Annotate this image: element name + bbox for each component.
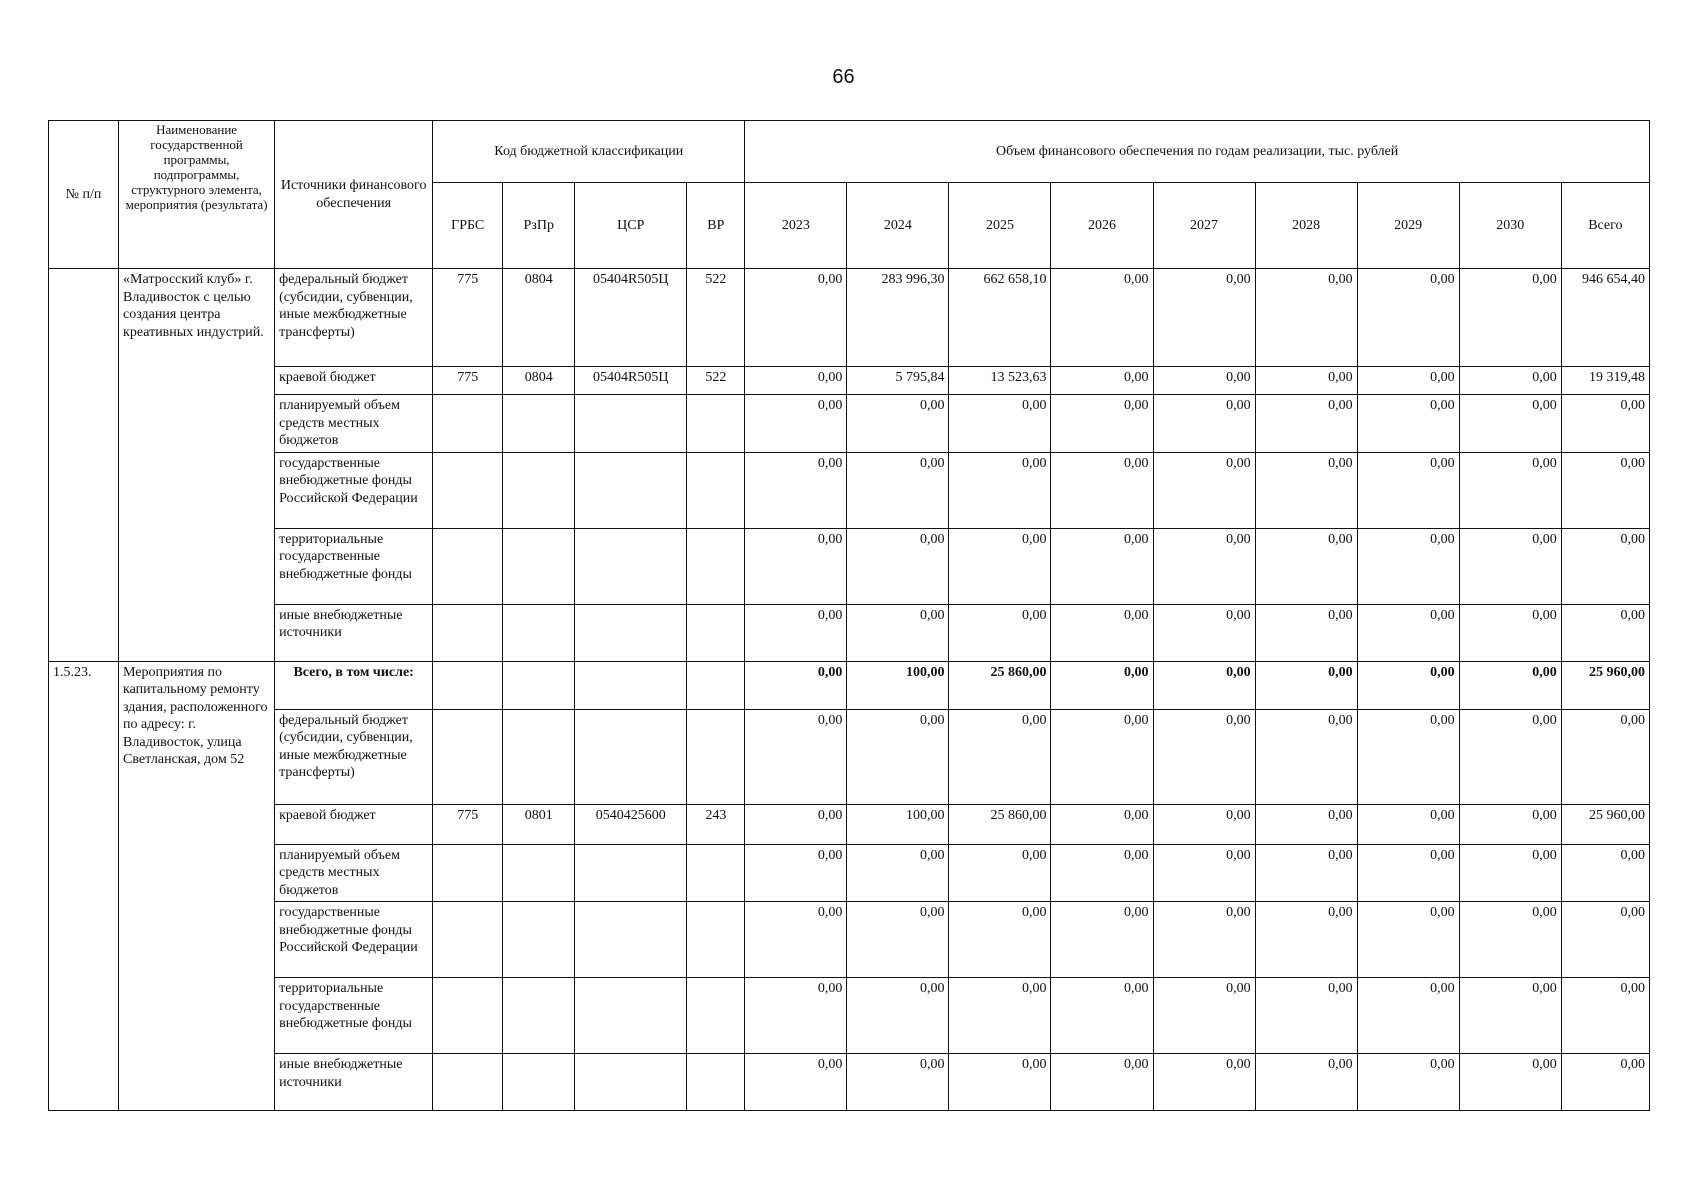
funding-source: территориальные государственные внебюджетные фонды xyxy=(275,528,433,604)
value-year: 0,00 xyxy=(1153,269,1255,367)
value-year: 0,00 xyxy=(1459,367,1561,395)
value-year: 0,00 xyxy=(1255,528,1357,604)
header-year: 2025 xyxy=(949,183,1051,269)
code-rzpr xyxy=(503,528,575,604)
header-year: 2029 xyxy=(1357,183,1459,269)
value-year: 0,00 xyxy=(1153,367,1255,395)
header-year: 2026 xyxy=(1051,183,1153,269)
value-year: 0,00 xyxy=(1255,1054,1357,1111)
code-grbs xyxy=(433,452,503,528)
code-csr xyxy=(575,528,687,604)
value-year: 0,00 xyxy=(1153,661,1255,709)
code-rzpr xyxy=(503,395,575,453)
code-csr xyxy=(575,661,687,709)
value-year: 0,00 xyxy=(949,902,1051,978)
value-year: 0,00 xyxy=(1153,604,1255,661)
table-row xyxy=(49,661,1650,709)
code-grbs xyxy=(433,844,503,902)
value-year: 0,00 xyxy=(1255,395,1357,453)
value-year: 0,00 xyxy=(1153,452,1255,528)
header-grbs: ГРБС xyxy=(433,183,503,269)
value-year: 0,00 xyxy=(949,395,1051,453)
table-row xyxy=(49,367,1650,395)
code-vr xyxy=(687,978,745,1054)
code-grbs xyxy=(433,604,503,661)
value-year: 0,00 xyxy=(1459,844,1561,902)
value-total: 0,00 xyxy=(1561,1054,1649,1111)
value-year: 0,00 xyxy=(1459,978,1561,1054)
code-grbs xyxy=(433,1054,503,1111)
value-year: 0,00 xyxy=(745,902,847,978)
value-year: 0,00 xyxy=(745,452,847,528)
header-year: 2028 xyxy=(1255,183,1357,269)
header-kbk: Код бюджетной классификации xyxy=(433,121,745,183)
value-year: 0,00 xyxy=(949,709,1051,804)
table-row xyxy=(49,604,1650,661)
header-name: Наименование государственной программы, подпрограммы, структурного элемента, мероприятия (результата) xyxy=(119,121,275,269)
value-year: 0,00 xyxy=(949,452,1051,528)
value-year: 0,00 xyxy=(745,844,847,902)
table-body xyxy=(49,269,1650,1111)
value-year: 0,00 xyxy=(1255,452,1357,528)
value-year: 0,00 xyxy=(745,269,847,367)
code-vr: 522 xyxy=(687,269,745,367)
value-year: 0,00 xyxy=(1459,902,1561,978)
value-year: 0,00 xyxy=(1153,709,1255,804)
code-rzpr xyxy=(503,978,575,1054)
page-number: 66 xyxy=(832,66,855,88)
value-year: 0,00 xyxy=(847,978,949,1054)
code-csr xyxy=(575,1054,687,1111)
table-row xyxy=(49,452,1650,528)
item-number: 1.5.23. xyxy=(49,661,119,1111)
code-grbs: 775 xyxy=(433,804,503,844)
funding-source: планируемый объем средств местных бюджетов xyxy=(275,395,433,453)
code-rzpr xyxy=(503,1054,575,1111)
value-year: 0,00 xyxy=(1051,395,1153,453)
value-year: 0,00 xyxy=(1459,804,1561,844)
table-row xyxy=(49,902,1650,978)
value-year: 0,00 xyxy=(1459,604,1561,661)
funding-source: государственные внебюджетные фонды Российской Федерации xyxy=(275,902,433,978)
table-row xyxy=(49,804,1650,844)
item-number xyxy=(49,269,119,662)
value-year: 283 996,30 xyxy=(847,269,949,367)
value-year: 0,00 xyxy=(949,604,1051,661)
value-year: 25 860,00 xyxy=(949,661,1051,709)
value-year: 0,00 xyxy=(847,452,949,528)
value-year: 13 523,63 xyxy=(949,367,1051,395)
value-year: 0,00 xyxy=(745,709,847,804)
value-year: 100,00 xyxy=(847,804,949,844)
value-year: 0,00 xyxy=(1153,902,1255,978)
value-year: 0,00 xyxy=(1459,661,1561,709)
value-year: 0,00 xyxy=(1051,804,1153,844)
code-rzpr xyxy=(503,709,575,804)
value-year: 0,00 xyxy=(745,367,847,395)
value-year: 0,00 xyxy=(1357,367,1459,395)
code-rzpr: 0801 xyxy=(503,804,575,844)
code-csr xyxy=(575,709,687,804)
funding-source: Всего, в том числе: xyxy=(275,661,433,709)
value-total: 0,00 xyxy=(1561,604,1649,661)
value-year: 0,00 xyxy=(1459,709,1561,804)
value-year: 0,00 xyxy=(1459,452,1561,528)
header-sources: Источники финансового обеспечения xyxy=(275,121,433,269)
code-vr xyxy=(687,902,745,978)
value-year: 0,00 xyxy=(1357,978,1459,1054)
value-year: 0,00 xyxy=(1255,661,1357,709)
code-grbs xyxy=(433,902,503,978)
value-year: 0,00 xyxy=(1153,978,1255,1054)
code-rzpr xyxy=(503,452,575,528)
value-total: 25 960,00 xyxy=(1561,661,1649,709)
value-year: 662 658,10 xyxy=(949,269,1051,367)
value-year: 0,00 xyxy=(1459,269,1561,367)
value-year: 0,00 xyxy=(1255,902,1357,978)
value-total: 25 960,00 xyxy=(1561,804,1649,844)
code-csr xyxy=(575,978,687,1054)
header-vr: ВР xyxy=(687,183,745,269)
value-year: 0,00 xyxy=(1255,367,1357,395)
header-year: 2023 xyxy=(745,183,847,269)
value-year: 5 795,84 xyxy=(847,367,949,395)
value-total: 19 319,48 xyxy=(1561,367,1649,395)
value-total: 0,00 xyxy=(1561,528,1649,604)
code-vr: 522 xyxy=(687,367,745,395)
value-year: 0,00 xyxy=(745,804,847,844)
value-year: 0,00 xyxy=(1357,1054,1459,1111)
value-total: 946 654,40 xyxy=(1561,269,1649,367)
value-year: 0,00 xyxy=(1357,902,1459,978)
value-year: 0,00 xyxy=(1051,452,1153,528)
value-year: 0,00 xyxy=(949,528,1051,604)
code-vr xyxy=(687,1054,745,1111)
value-year: 0,00 xyxy=(1051,844,1153,902)
table-row xyxy=(49,1054,1650,1111)
value-year: 25 860,00 xyxy=(949,804,1051,844)
value-year: 0,00 xyxy=(847,395,949,453)
table-row xyxy=(49,269,1650,367)
value-year: 0,00 xyxy=(847,709,949,804)
code-vr xyxy=(687,452,745,528)
value-year: 0,00 xyxy=(1153,1054,1255,1111)
value-year: 0,00 xyxy=(1255,709,1357,804)
funding-source: федеральный бюджет (субсидии, субвенции, иные межбюджетные трансферты) xyxy=(275,709,433,804)
table-row xyxy=(49,528,1650,604)
item-name: Мероприятия по капитальному ремонту здания, расположенного по адресу: г. Владивосток, улица Светланская, дом 52 xyxy=(119,661,275,1111)
funding-source: краевой бюджет xyxy=(275,804,433,844)
code-grbs xyxy=(433,978,503,1054)
header-total: Всего xyxy=(1561,183,1649,269)
code-csr: 05404R505Ц xyxy=(575,367,687,395)
value-year: 0,00 xyxy=(745,604,847,661)
value-year: 0,00 xyxy=(847,1054,949,1111)
header-year: 2030 xyxy=(1459,183,1561,269)
value-year: 0,00 xyxy=(1153,528,1255,604)
value-year: 0,00 xyxy=(1051,978,1153,1054)
code-grbs: 775 xyxy=(433,269,503,367)
code-rzpr xyxy=(503,604,575,661)
value-year: 0,00 xyxy=(1051,367,1153,395)
code-csr xyxy=(575,395,687,453)
value-year: 0,00 xyxy=(1051,604,1153,661)
code-rzpr: 0804 xyxy=(503,269,575,367)
value-year: 0,00 xyxy=(1255,269,1357,367)
value-year: 0,00 xyxy=(847,902,949,978)
value-year: 0,00 xyxy=(1459,1054,1561,1111)
value-year: 0,00 xyxy=(745,528,847,604)
code-rzpr xyxy=(503,844,575,902)
value-total: 0,00 xyxy=(1561,709,1649,804)
value-year: 0,00 xyxy=(1255,978,1357,1054)
code-vr xyxy=(687,709,745,804)
value-year: 0,00 xyxy=(1051,902,1153,978)
code-csr: 05404R505Ц xyxy=(575,269,687,367)
code-vr xyxy=(687,395,745,453)
code-vr: 243 xyxy=(687,804,745,844)
value-year: 0,00 xyxy=(949,844,1051,902)
code-vr xyxy=(687,844,745,902)
value-total: 0,00 xyxy=(1561,902,1649,978)
value-year: 0,00 xyxy=(1357,528,1459,604)
value-year: 0,00 xyxy=(847,844,949,902)
value-year: 0,00 xyxy=(1153,844,1255,902)
code-csr xyxy=(575,604,687,661)
table-row xyxy=(49,709,1650,804)
funding-source: государственные внебюджетные фонды Российской Федерации xyxy=(275,452,433,528)
value-year: 0,00 xyxy=(949,1054,1051,1111)
value-year: 0,00 xyxy=(745,978,847,1054)
header-year: 2027 xyxy=(1153,183,1255,269)
funding-source: планируемый объем средств местных бюджетов xyxy=(275,844,433,902)
value-year: 0,00 xyxy=(1255,804,1357,844)
value-year: 0,00 xyxy=(1459,528,1561,604)
table-row xyxy=(49,844,1650,902)
funding-source: иные внебюджетные источники xyxy=(275,1054,433,1111)
value-year: 0,00 xyxy=(1357,709,1459,804)
value-year: 0,00 xyxy=(1357,269,1459,367)
funding-source: краевой бюджет xyxy=(275,367,433,395)
value-total: 0,00 xyxy=(1561,978,1649,1054)
value-year: 0,00 xyxy=(847,604,949,661)
funding-source: федеральный бюджет (субсидии, субвенции, иные межбюджетные трансферты) xyxy=(275,269,433,367)
header-year: 2024 xyxy=(847,183,949,269)
value-year: 0,00 xyxy=(1153,804,1255,844)
funding-source: иные внебюджетные источники xyxy=(275,604,433,661)
value-year: 0,00 xyxy=(949,978,1051,1054)
value-year: 0,00 xyxy=(1357,661,1459,709)
value-year: 0,00 xyxy=(1051,709,1153,804)
code-csr: 0540425600 xyxy=(575,804,687,844)
code-vr xyxy=(687,604,745,661)
value-year: 0,00 xyxy=(745,1054,847,1111)
header-volume: Объем финансового обеспечения по годам реализации, тыс. рублей xyxy=(745,121,1650,183)
value-year: 0,00 xyxy=(1051,528,1153,604)
table-row xyxy=(49,978,1650,1054)
header-csr: ЦСР xyxy=(575,183,687,269)
value-total: 0,00 xyxy=(1561,844,1649,902)
code-csr xyxy=(575,844,687,902)
value-year: 0,00 xyxy=(1357,804,1459,844)
code-rzpr: 0804 xyxy=(503,367,575,395)
code-vr xyxy=(687,661,745,709)
value-year: 100,00 xyxy=(847,661,949,709)
value-year: 0,00 xyxy=(1357,452,1459,528)
table-row xyxy=(49,395,1650,453)
table-header xyxy=(49,121,1650,269)
code-grbs: 775 xyxy=(433,367,503,395)
value-total: 0,00 xyxy=(1561,395,1649,453)
value-year: 0,00 xyxy=(1357,395,1459,453)
code-rzpr xyxy=(503,902,575,978)
code-csr xyxy=(575,452,687,528)
code-grbs xyxy=(433,395,503,453)
value-year: 0,00 xyxy=(1051,661,1153,709)
funding-source: территориальные государственные внебюджетные фонды xyxy=(275,978,433,1054)
value-year: 0,00 xyxy=(847,528,949,604)
value-year: 0,00 xyxy=(1459,395,1561,453)
value-year: 0,00 xyxy=(745,661,847,709)
code-csr xyxy=(575,902,687,978)
value-year: 0,00 xyxy=(1255,844,1357,902)
value-year: 0,00 xyxy=(1357,604,1459,661)
item-name: «Матросский клуб» г. Владивосток с целью создания центра креативных индустрий. xyxy=(119,269,275,662)
code-vr xyxy=(687,528,745,604)
code-grbs xyxy=(433,709,503,804)
value-year: 0,00 xyxy=(1357,844,1459,902)
budget-table xyxy=(48,120,1650,1111)
code-rzpr xyxy=(503,661,575,709)
code-grbs xyxy=(433,528,503,604)
value-year: 0,00 xyxy=(1255,604,1357,661)
value-year: 0,00 xyxy=(1051,1054,1153,1111)
code-grbs xyxy=(433,661,503,709)
value-year: 0,00 xyxy=(1051,269,1153,367)
value-total: 0,00 xyxy=(1561,452,1649,528)
value-year: 0,00 xyxy=(1153,395,1255,453)
header-num: № п/п xyxy=(49,121,119,269)
header-rzpr: РзПр xyxy=(503,183,575,269)
value-year: 0,00 xyxy=(745,395,847,453)
